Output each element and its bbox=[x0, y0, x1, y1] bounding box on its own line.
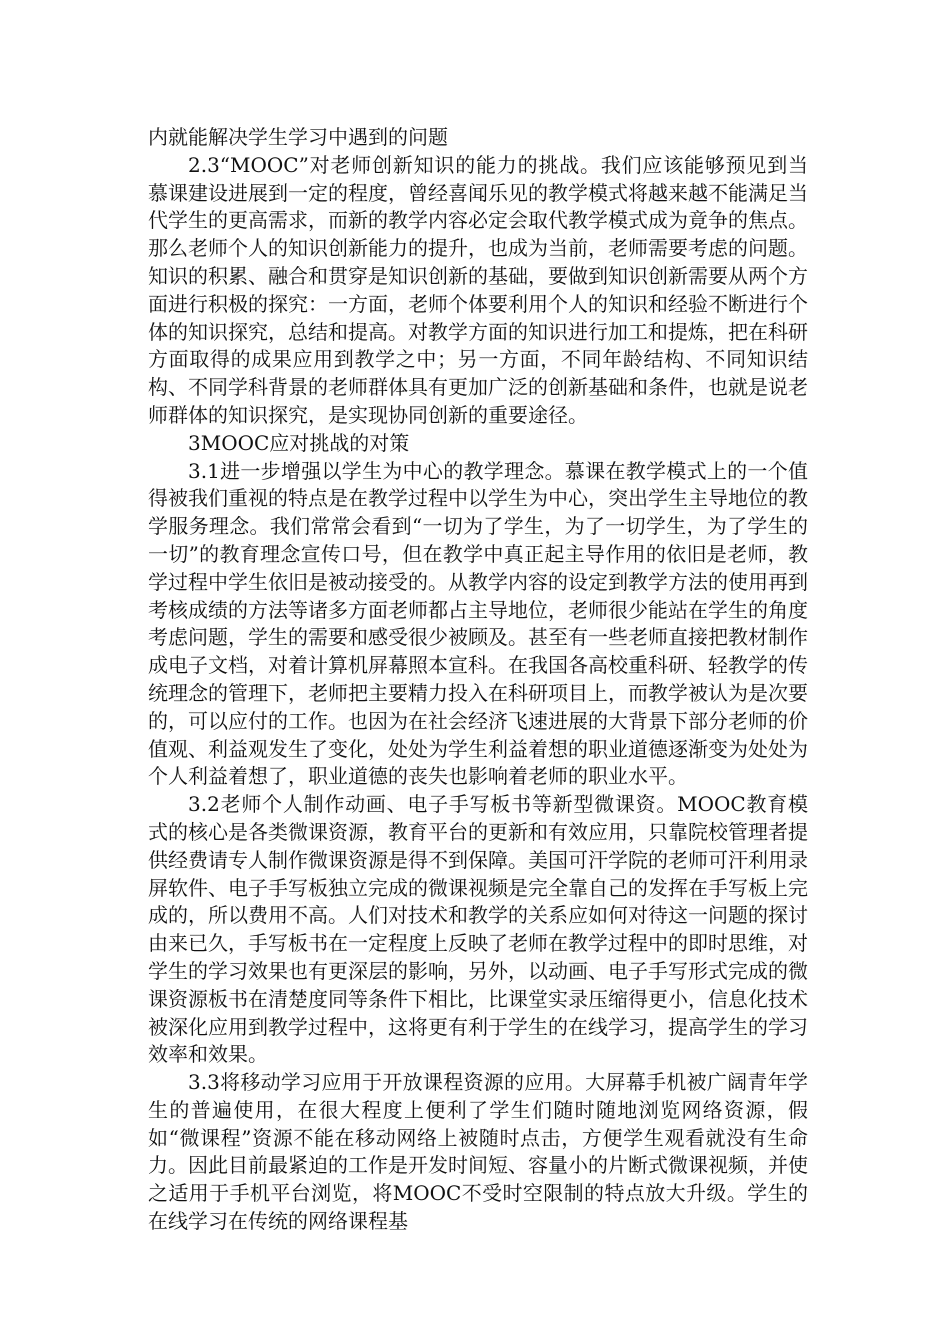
paragraph-section-3-3: 3.3将移动学习应用于开放课程资源的应用。大屏幕手机被广阔青年学生的普遍使用，在很大程度上便利了学生们随时随地浏览网络资源，假如“微课程”资源不能在移动网络上被随时点击，方便学生观看就没有生命力。因此目前最紧迫的工作是开发时间短、容量小的片断式微课视频，并使之适用于手机平台浏览，将MOOC不受时空限制的特点放大升级。学生的在线学习在传统的网络课程基 bbox=[148, 1070, 808, 1234]
paragraph-section-3-2: 3.2老师个人制作动画、电子手写板书等新型微课资。MOOC教育模式的核心是各类微课资源，教育平台的更新和有效应用，只靠院校管理者提供经费请专人制作微课资源是得不到保障。美国可汗学院的老师可汗利用录屏软件、电子手写板独立完成的微课视频是完全靠自己的发挥在手写板上完成的，所以费用不高。人们对技术和教学的关系应如何对待这一问题的探讨由来已久，手写板书在一定程度上反映了老师在教学过程中的即时思维，对学生的学习效果也有更深层的影响，另外，以动画、电子手写形式完成的微课资源板书在清楚度同等条件下相比，比课堂实录压缩得更小，信息化技术被深化应用到教学过程中，这将更有利于学生的在线学习，提高学生的学习效率和效果。 bbox=[148, 792, 808, 1067]
paragraph-section-3-1: 3.1进一步增强以学生为中心的教学理念。慕课在教学模式上的一个值得被我们重视的特点是在教学过程中以学生为中心，突出学生主导地位的教学服务理念。我们常常会看到“一切为了学生，为了一切学生，为了学生的一切”的教育理念宣传口号，但在教学中真正起主导作用的依旧是老师，教学过程中学生依旧是被动接受的。从教学内容的设定到教学方法的使用再到考核成绩的方法等诸多方面老师都占主导地位，老师很少能站在学生的角度考虑问题，学生的需要和感受很少被顾及。甚至有一些老师直接把教材制作成电子文档，对着计算机屏幕照本宣科。在我国各高校重科研、轻教学的传统理念的管理下，老师把主要精力投入在科研项目上，而教学被认为是次要的，可以应付的工作。也因为在社会经济飞速进展的大背景下部分老师的价值观、利益观发生了变化，处处为学生利益着想的职业道德逐渐变为处处为个人利益着想了，职业道德的丧失也影响着老师的职业水平。 bbox=[148, 458, 808, 789]
document-body bbox=[148, 124, 808, 1236]
paragraph-continuation: 内就能解决学生学习中遇到的问题 bbox=[148, 125, 448, 149]
section-heading-3: 3MOOC应对挑战的对策 bbox=[188, 430, 410, 455]
paragraph-section-2-3: 2.3“MOOC”对老师创新知识的能力的挑战。我们应该能够预见到当慕课建设进展到一定的程度，曾经喜闻乐见的教学模式将越来越不能满足当代学生的更高需求，而新的教学内容必定会取代教学模式成为竟争的焦点。那么老师个人的知识创新能力的提升，也成为当前，老师需要考虑的问题。知识的积累、融合和贯穿是知识创新的基础，要做到知识创新需要从两个方面进行积极的探究：一方面，老师个体要利用个人的知识和经验不断进行个体的知识探究，总结和提高。对教学方面的知识进行加工和提炼，把在科研方面取得的成果应用到教学之中；另一方面，不同年龄结构、不同知识结构、不同学科背景的老师群体具有更加广泛的创新基础和条件，也就是说老师群体的知识探究，是实现协同创新的重要途径。 bbox=[148, 152, 808, 427]
